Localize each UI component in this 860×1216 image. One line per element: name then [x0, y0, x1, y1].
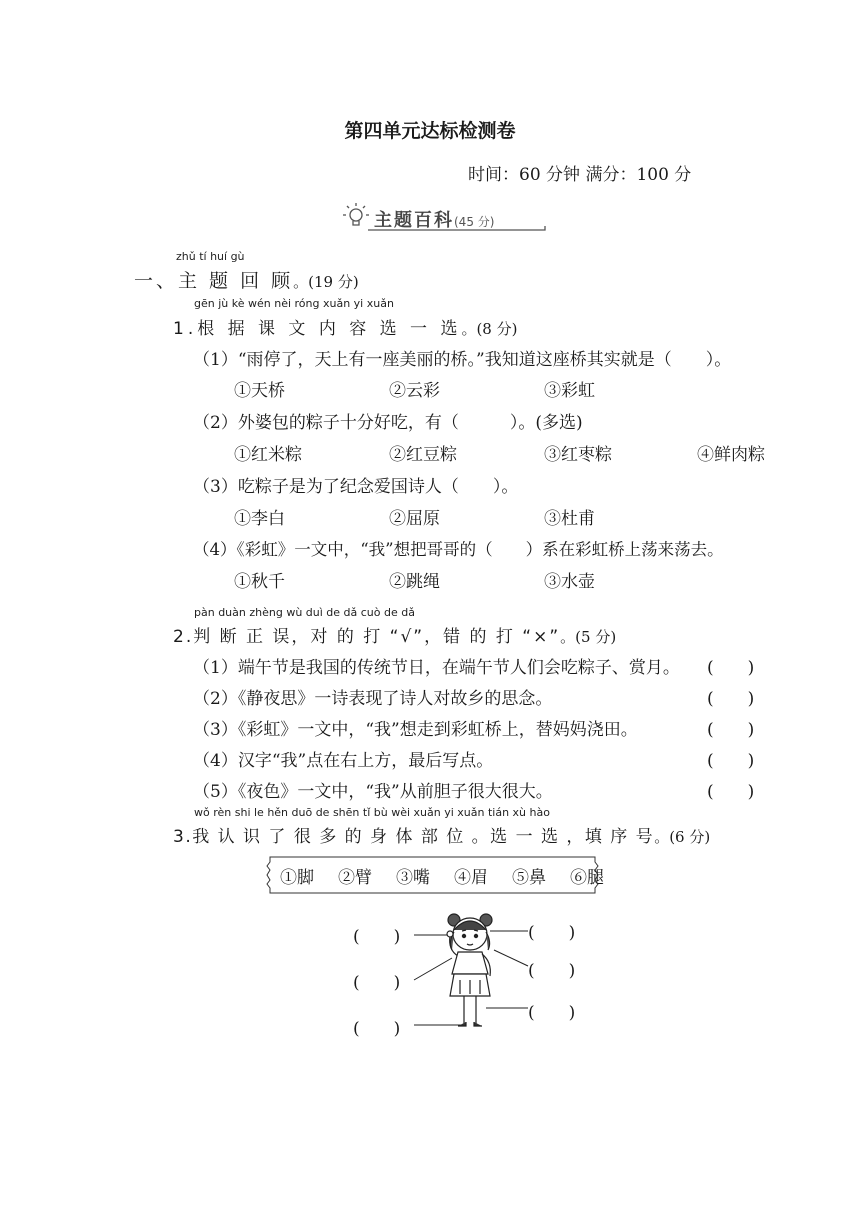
q1-item-3-option: ③杜甫 — [544, 509, 595, 529]
q3-heading: 3.我 认 识 了 很 多 的 身 体 部 位 。选 一 选 ，填 序 号。(6 分) — [173, 827, 711, 847]
label-blank-left-2[interactable]: ( ) — [353, 973, 401, 993]
q1-item-1-option: ②云彩 — [389, 381, 440, 401]
q2-heading: 2.判 断 正 误，对 的 打 “√”，错 的 打 “×”。(5 分) — [173, 627, 617, 647]
q2-answer-blank-5[interactable]: ( ) — [707, 782, 755, 802]
q2-item-1: （1）端午节是我国的传统节日，在端午节人们会吃粽子、赏月。 — [193, 658, 680, 678]
section1-pinyin: zhǔ tí huí gù — [176, 250, 245, 263]
q1-item-1-option: ①天桥 — [234, 381, 285, 401]
body-part-option: ⑤鼻 — [512, 868, 546, 888]
q1-item-4-stem: （4）《彩虹》一文中，“我”想把哥哥的（ ）系在彩虹桥上荡来荡去。 — [193, 540, 724, 559]
banner-score: (45 分) — [454, 215, 495, 229]
banner-label: 主题百科 — [374, 210, 454, 231]
q2-answer-blank-1[interactable]: ( ) — [707, 658, 755, 678]
body-part-option: ②臂 — [338, 868, 372, 888]
q1-heading: 1.根 据 课 文 内 容 选 一 选。(8 分) — [173, 319, 518, 339]
girl-illustration — [400, 900, 540, 1040]
q2-answer-blank-2[interactable]: ( ) — [707, 689, 755, 709]
section-banner — [340, 200, 550, 234]
page-title: 第四单元达标检测卷 — [344, 120, 516, 142]
body-part-option: ①脚 — [280, 868, 314, 888]
q1-item-3-stem: （3）吃粽子是为了纪念爱国诗人（ ）。 — [193, 477, 519, 497]
q1-item-3-option: ②屈原 — [389, 509, 440, 529]
q2-item-4: （4）汉字“我”点在右上方，最后写点。 — [193, 751, 494, 771]
q1-item-2-option: ③红枣粽 — [544, 445, 612, 465]
options-box — [266, 856, 604, 894]
q2-item-3: （3）《彩虹》一文中，“我”想走到彩虹桥上，替妈妈浇田。 — [193, 720, 638, 740]
q1-item-1-stem: （1）“雨停了，天上有一座美丽的桥。”我知道这座桥其实就是（ ）。 — [193, 350, 732, 370]
label-blank-left-3[interactable]: ( ) — [353, 1019, 401, 1039]
exam-meta: 时间：60 分钟 满分：100 分 — [468, 165, 692, 185]
q1-item-3-option: ①李白 — [234, 509, 285, 529]
label-blank-right-2[interactable]: ( ) — [528, 961, 576, 981]
q1-item-4-option: ①秋千 — [234, 572, 285, 592]
label-blank-right-1[interactable]: ( ) — [528, 923, 576, 943]
body-part-option: ④眉 — [454, 868, 488, 888]
q2-item-5: （5）《夜色》一文中，“我”从前胆子很大很大。 — [193, 782, 553, 802]
q2-answer-blank-3[interactable]: ( ) — [707, 720, 755, 740]
q2-pinyin: pàn duàn zhèng wù duì de dǎ cuò de dǎ — [194, 606, 415, 619]
q2-answer-blank-4[interactable]: ( ) — [707, 751, 755, 771]
q1-item-4-option: ③水壶 — [544, 572, 595, 592]
q1-pinyin: gēn jù kè wén nèi róng xuǎn yi xuǎn — [194, 297, 394, 310]
section1-heading: 一、主 题 回 顾。(19 分) — [134, 270, 359, 292]
body-part-option: ③嘴 — [396, 868, 430, 888]
q1-item-2-option: ①红米粽 — [234, 445, 302, 465]
q1-item-4-option: ②跳绳 — [389, 572, 440, 592]
q2-item-2: （2）《静夜思》一诗表现了诗人对故乡的思念。 — [193, 689, 553, 709]
q1-item-2-stem: （2）外婆包的粽子十分好吃，有（ ）。(多选) — [193, 413, 583, 433]
label-blank-left-1[interactable]: ( ) — [353, 927, 401, 947]
body-part-option: ⑥腿 — [570, 868, 604, 888]
q1-item-1-option: ③彩虹 — [544, 381, 595, 401]
q1-item-2-option: ④鲜肉粽 — [697, 445, 765, 465]
label-blank-right-3[interactable]: ( ) — [528, 1003, 576, 1023]
q3-pinyin: wǒ rèn shi le hěn duō de shēn tǐ bù wèi xuǎn yi xuǎn tián xù hào — [194, 806, 550, 819]
q1-item-2-option: ②红豆粽 — [389, 445, 457, 465]
